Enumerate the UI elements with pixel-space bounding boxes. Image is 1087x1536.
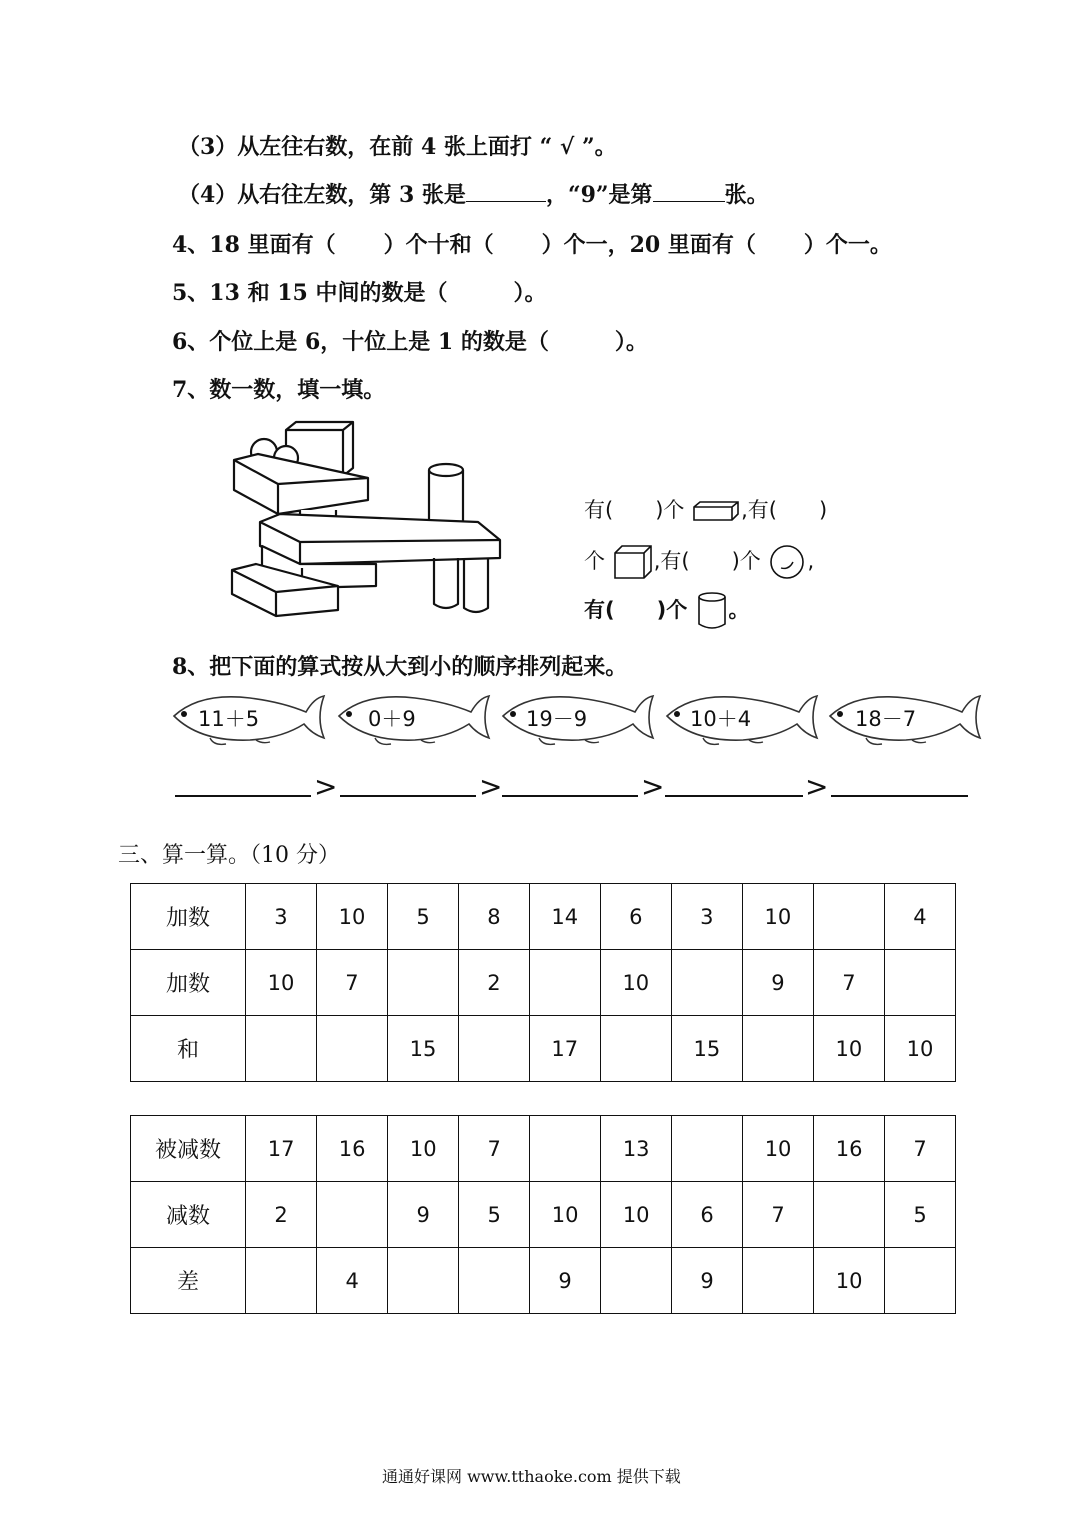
answer-blank[interactable] [653, 179, 725, 202]
answer-cell[interactable] [459, 1016, 530, 1082]
table-cell: 10 [388, 1116, 459, 1182]
item-7-line-2 [584, 542, 814, 582]
cuboid-icon [691, 499, 741, 523]
table-row [131, 1182, 956, 1248]
question-4-text-1: （4）从右往左数，第 3 张是 [178, 182, 466, 208]
table-cell: 16 [317, 1116, 388, 1182]
answer-line[interactable] [502, 795, 638, 797]
table-cell: 7 [813, 950, 884, 1016]
answer-cell[interactable] [672, 1116, 743, 1182]
table-cell: 8 [459, 884, 530, 950]
table-cell: 10 [813, 1016, 884, 1082]
table-cell: 4 [317, 1248, 388, 1314]
table-cell: 7 [885, 1116, 956, 1182]
item-4-text: ）个一，20 里面有（ [541, 232, 756, 258]
table-cell: 10 [743, 1116, 814, 1182]
table-cell: 16 [814, 1116, 885, 1182]
item-7-line-1 [584, 494, 827, 524]
table-cell: 9 [672, 1248, 743, 1314]
answer-cell[interactable] [388, 950, 459, 1016]
answer-cell[interactable] [601, 1248, 672, 1314]
row-header: 差 [131, 1248, 246, 1314]
table-cell: 17 [246, 1116, 317, 1182]
item-6-text: ）。 [614, 329, 648, 355]
table-row [131, 1116, 956, 1182]
answer-cell[interactable] [742, 1016, 813, 1082]
answer-cell[interactable] [884, 950, 955, 1016]
answer-cell[interactable] [530, 1116, 601, 1182]
table-cell: 7 [316, 950, 387, 1016]
addition-table [130, 883, 956, 1082]
answer-cell[interactable] [813, 884, 884, 950]
item-7-title: 7、数一数，填一填。 [172, 377, 386, 403]
answer-cell[interactable] [316, 1016, 387, 1082]
fish-expression: 18－7 [855, 707, 917, 731]
table-cell: 3 [245, 884, 316, 950]
table-cell: 10 [601, 1182, 672, 1248]
legend-text: 。 [728, 598, 750, 622]
table-cell: 4 [884, 884, 955, 950]
row-header: 减数 [131, 1182, 246, 1248]
table-cell: 6 [672, 1182, 743, 1248]
question-4-text-3: 张。 [724, 182, 769, 208]
table-row [131, 1248, 956, 1314]
legend-text: ,有( [741, 498, 777, 522]
block-stack-illustration [228, 418, 508, 623]
answer-line[interactable] [340, 795, 476, 797]
item-5 [172, 276, 547, 307]
table-cell: 10 [530, 1182, 601, 1248]
answer-cell[interactable] [814, 1182, 885, 1248]
table-cell: 9 [530, 1248, 601, 1314]
table-cell: 10 [884, 1016, 955, 1082]
item-7-line-3 [584, 590, 750, 632]
table-cell: 14 [529, 884, 600, 950]
item-4 [172, 228, 892, 259]
legend-text: 有( [584, 598, 615, 622]
subtraction-table [130, 1115, 956, 1314]
answer-cell[interactable] [459, 1248, 530, 1314]
row-header: 加数 [131, 884, 246, 950]
table-cell: 7 [459, 1116, 530, 1182]
item-4-text: ）个一。 [803, 232, 892, 258]
table-row [131, 1016, 956, 1082]
question-4-text-2: ，“9”是第 [545, 182, 653, 208]
answer-cell[interactable] [671, 950, 742, 1016]
table-cell: 17 [529, 1016, 600, 1082]
table-cell: 3 [671, 884, 742, 950]
cube-icon [612, 543, 654, 581]
fish-expression: 10＋4 [690, 707, 752, 731]
item-8-title: 8、把下面的算式按从大到小的顺序排列起来。 [172, 654, 628, 680]
table-cell: 5 [885, 1182, 956, 1248]
table-cell: 15 [671, 1016, 742, 1082]
answer-cell[interactable] [743, 1248, 814, 1314]
table-cell: 15 [388, 1016, 459, 1082]
table-cell: 10 [814, 1248, 885, 1314]
answer-line[interactable] [665, 795, 803, 797]
item-6 [172, 325, 648, 356]
answer-line[interactable] [175, 795, 311, 797]
table-row [131, 884, 956, 950]
legend-text: ,有( [653, 549, 690, 573]
answer-cell[interactable] [317, 1182, 388, 1248]
legend-text: 有( [584, 498, 614, 522]
greater-than-sign: > [641, 770, 665, 803]
answer-cell[interactable] [245, 1016, 316, 1082]
answer-cell[interactable] [885, 1248, 956, 1314]
table-cell: 6 [600, 884, 671, 950]
legend-text: ) [818, 498, 828, 522]
answer-cell[interactable] [600, 1016, 671, 1082]
fish-expression: 11＋5 [198, 707, 260, 731]
item-5-text: ）。 [513, 280, 547, 306]
greater-than-sign: > [479, 770, 503, 803]
table-cell: 10 [600, 950, 671, 1016]
table-cell: 2 [246, 1182, 317, 1248]
footer-text: 通通好课网 www.tthaoke.com 提供下载 [382, 1467, 681, 1486]
item-4-text: 4、18 里面有（ [172, 232, 336, 258]
question-3: （3）从左往右数，在前 4 张上面打 “ √ ”。 [178, 134, 617, 160]
table-cell: 10 [742, 884, 813, 950]
answer-cell[interactable] [388, 1248, 459, 1314]
item-6-text: 6、个位上是 6，十位上是 1 的数是（ [172, 329, 549, 355]
row-header: 被减数 [131, 1116, 246, 1182]
fish-expression: 19－9 [526, 707, 588, 731]
legend-text: )个 [731, 549, 761, 573]
table-cell: 2 [459, 950, 530, 1016]
table-cell: 9 [742, 950, 813, 1016]
section-3-title: 三、算一算。（10 分） [118, 843, 340, 868]
cylinder-icon [695, 590, 729, 632]
answer-cell[interactable] [529, 950, 600, 1016]
answer-cell[interactable] [246, 1248, 317, 1314]
fish-expression: 0＋9 [368, 707, 416, 731]
answer-line[interactable] [831, 795, 968, 797]
question-4 [178, 178, 769, 209]
row-header: 加数 [131, 950, 246, 1016]
table-row [131, 950, 956, 1016]
greater-than-sign: > [805, 770, 829, 803]
table-cell: 7 [743, 1182, 814, 1248]
table-cell: 10 [316, 884, 387, 950]
legend-text: )个 [655, 498, 685, 522]
legend-text: )个 [656, 598, 688, 622]
table-cell: 5 [459, 1182, 530, 1248]
legend-text: , [807, 549, 815, 573]
greater-than-sign: > [314, 770, 338, 803]
table-cell: 9 [388, 1182, 459, 1248]
row-header: 和 [131, 1016, 246, 1082]
legend-text: 个 [584, 549, 605, 573]
item-5-text: 5、13 和 15 中间的数是（ [172, 280, 448, 306]
table-cell: 5 [388, 884, 459, 950]
table-cell: 13 [601, 1116, 672, 1182]
answer-blank[interactable] [466, 179, 546, 202]
item-4-text: ）个十和（ [383, 232, 494, 258]
table-cell: 10 [245, 950, 316, 1016]
sphere-icon [767, 542, 807, 582]
